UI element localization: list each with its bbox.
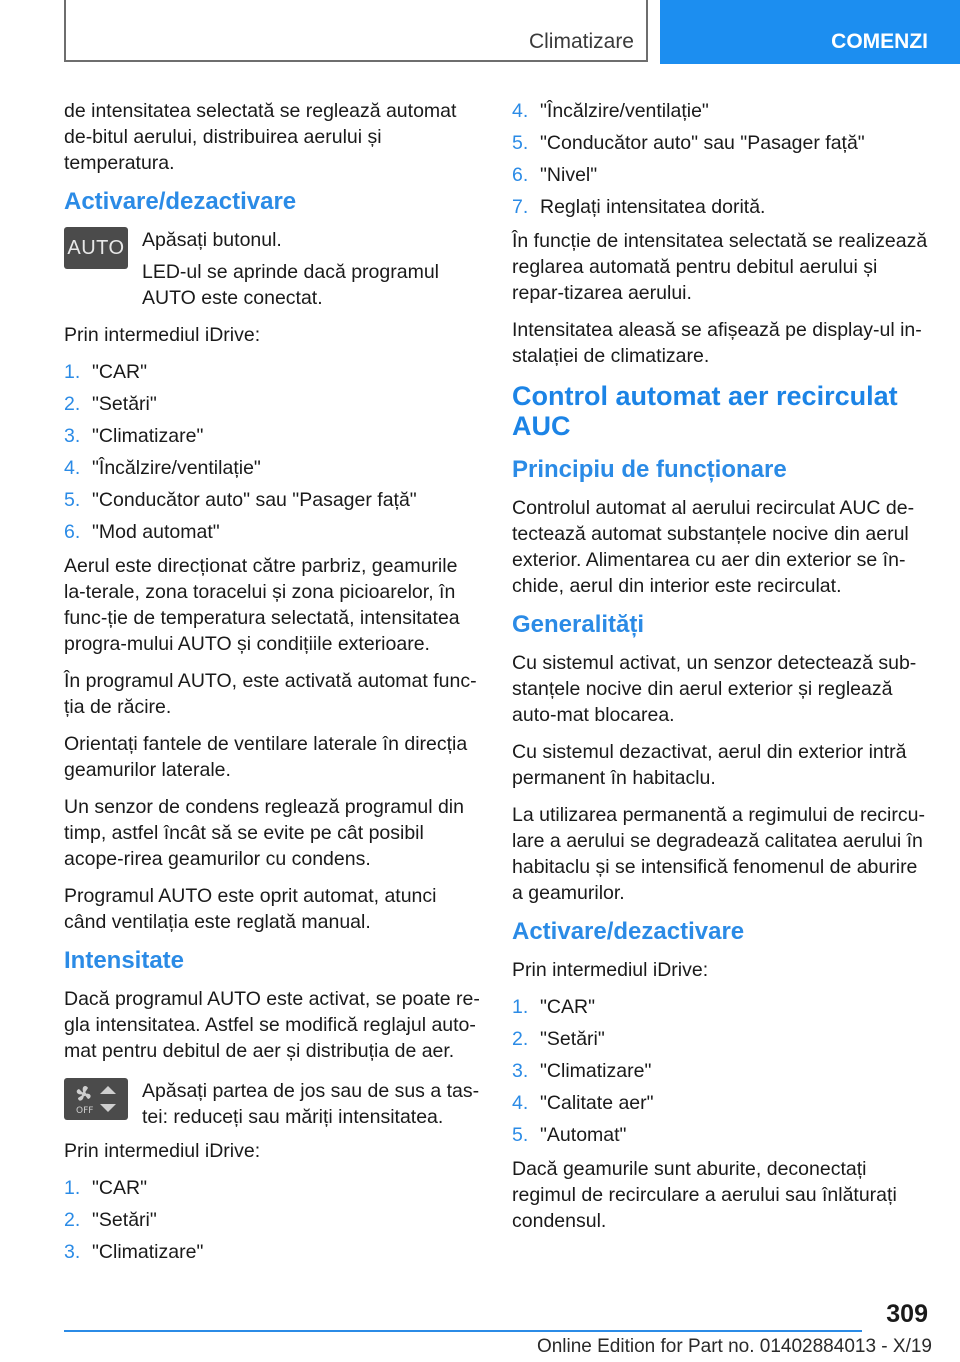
paragraph: LED-ul se aprinde dacă programul AUTO este conectat.	[142, 261, 439, 309]
list-item: 3. "Climatizare"	[512, 1060, 652, 1082]
list-item: 2. "Setări"	[64, 393, 157, 415]
auto-button-instruction	[64, 227, 482, 287]
paragraph: Cu sistemul dezactivat, aerul din exterior intră permanent în habitaclu.	[512, 741, 907, 789]
page-number: 309	[886, 1300, 928, 1328]
list-item: 3. "Climatizare"	[64, 425, 204, 447]
paragraph: La utilizarea permanentă a regimului de recircu-lare a aerului se degradează calitatea aerului în habitaclu și se intensifică fenomenul de aburire a geamurilor.	[512, 804, 925, 904]
left-column	[64, 98, 482, 1273]
heading-generalitati: Generalități	[512, 611, 645, 638]
paragraph: Prin intermediul iDrive:	[64, 324, 261, 346]
fan-rocker-icon	[64, 1078, 128, 1120]
paragraph: Prin intermediul iDrive:	[64, 1140, 261, 1162]
paragraph: Programul AUTO este oprit automat, atunci când ventilația este reglată manual.	[64, 885, 437, 933]
steps-list	[512, 98, 932, 220]
heading-intensitate: Intensitate	[64, 947, 185, 974]
paragraph: Intensitatea aleasă se afișează pe display-ul in-stalației de climatizare.	[512, 319, 922, 367]
heading-auc: Control automat aer recirculat AUC	[512, 381, 898, 441]
fan-icon	[64, 1078, 128, 1120]
steps-list	[64, 359, 482, 545]
header-title: Climatizare	[528, 30, 634, 53]
right-column	[512, 98, 932, 1245]
list-item: 4. "Încălzire/ventilație"	[64, 457, 261, 479]
list-item: 5. "Conducător auto" sau "Pasager față"	[512, 132, 865, 154]
paragraph: de intensitatea selectată se reglează automat de-bitul aerului, distribuirea aerului și temperatura.	[64, 100, 457, 174]
paragraph: În funcție de intensitatea selectată se realizează reglarea automată pentru debitul aerului și repar-tizarea aerului.	[512, 230, 928, 304]
paragraph: Dacă geamurile sunt aburite, deconectați regimul de recirculare a aerului sau înlăturați condensul.	[512, 1158, 897, 1232]
steps-list	[512, 994, 932, 1148]
list-item: 2. "Setări"	[512, 1028, 605, 1050]
svg-text:OFF: OFF	[76, 1106, 94, 1116]
paragraph: Cu sistemul activat, un senzor detectează sub-stanțele nocive din aerul exterior și reglează auto-mat blocarea.	[512, 652, 917, 726]
paragraph: Prin intermediul iDrive:	[512, 959, 709, 981]
header-title-box	[64, 0, 648, 62]
list-item: 6. "Nivel"	[512, 164, 598, 186]
paragraph: Aerul este direcționat către parbriz, geamurile la-terale, zona toracelui și zona picioarelor, în func-ție de temperatura selectată, intensitatea progra-mului AUTO și condițiile exterioare.	[64, 555, 460, 655]
fan-button-instruction	[64, 1078, 482, 1138]
list-item: 5. "Conducător auto" sau "Pasager față"	[64, 489, 417, 511]
list-item: 4. "Încălzire/ventilație"	[512, 100, 709, 122]
list-item: 1. "CAR"	[64, 1177, 148, 1199]
list-item: 1. "CAR"	[64, 361, 148, 383]
list-item: 1. "CAR"	[512, 996, 596, 1018]
list-item: 3. "Climatizare"	[64, 1241, 204, 1263]
list-item: 2. "Setări"	[64, 1209, 157, 1231]
heading-activare-auc: Activare/dezactivare	[512, 918, 745, 945]
heading-activare: Activare/dezactivare	[64, 188, 297, 215]
header-section-label: COMENZI	[831, 30, 928, 53]
list-item: 6. "Mod automat"	[64, 521, 220, 543]
list-item: 5. "Automat"	[512, 1124, 627, 1146]
header-section-tab	[660, 0, 960, 64]
list-item: 7. Reglați intensitatea dorită.	[512, 196, 766, 218]
paragraph: Apăsați partea de jos sau de sus a tas-tei: reduceți sau măriți intensitatea.	[142, 1080, 480, 1128]
paragraph: Un senzor de condens reglează programul din timp, astfel încât să se evite pe cât posibil acope-rirea geamurilor cu condens.	[64, 796, 464, 870]
heading-principiu: Principiu de funcționare	[512, 456, 787, 483]
footer-divider	[64, 1330, 862, 1332]
paragraph: Controlul automat al aerului recirculat AUC de-tectează automat substanțele nocive din aerul exterior. Alimentarea cu aer din exterior se în-chide, aerul din interior este recirculat.	[512, 497, 915, 597]
paragraph: Dacă programul AUTO este activat, se poate re-gla intensitatea. Astfel se modifică reglajul auto-mat pentru debitul de aer și distribuția de aer.	[64, 988, 480, 1062]
edition-text: Online Edition for Part no. 01402884013 - X/19	[536, 1336, 932, 1357]
paragraph: În programul AUTO, este activată automat func-ția de răcire.	[64, 670, 477, 718]
list-item: 4. "Calitate aer"	[512, 1092, 654, 1114]
paragraph: Orientați fantele de ventilare laterale în direcția geamurilor laterale.	[64, 733, 468, 781]
auto-button-icon: AUTO	[64, 227, 128, 269]
steps-list	[64, 1175, 482, 1265]
paragraph: Apăsați butonul.	[142, 229, 282, 251]
